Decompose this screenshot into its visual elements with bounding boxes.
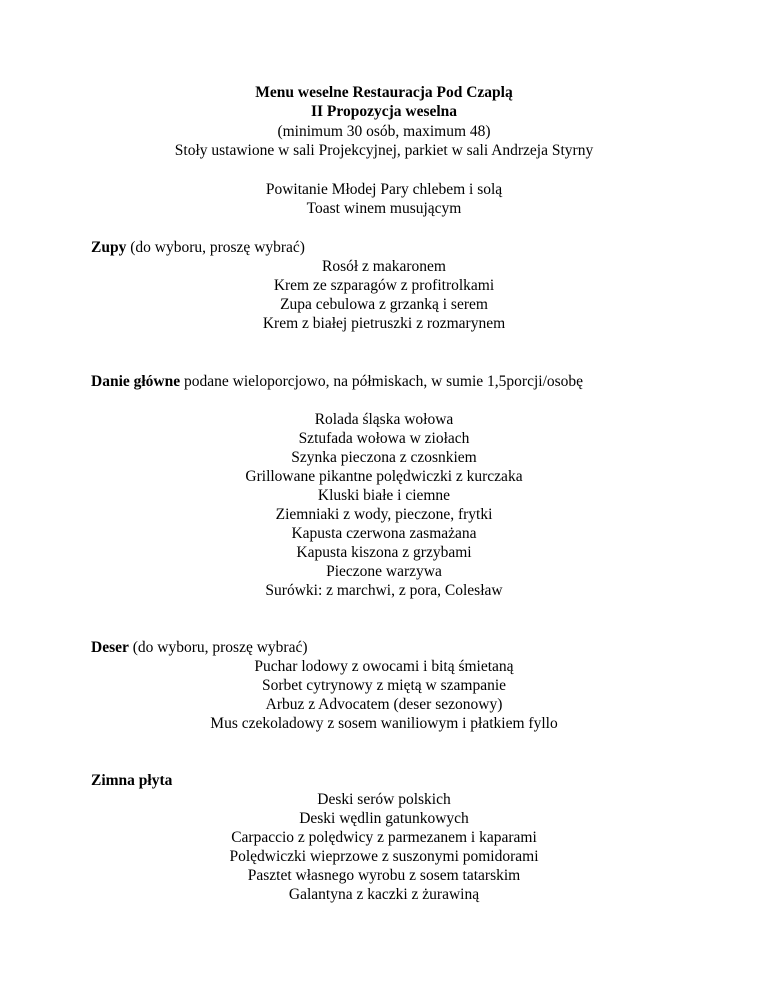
- menu-item: Deski serów polskich: [317, 791, 451, 808]
- menu-item: Mus czekoladowy z sosem waniliowym i płatkiem fyllo: [210, 715, 558, 732]
- table-arrangement: Stoły ustawione w sali Projekcyjnej, parkiet w sali Andrzeja Styrny: [174, 142, 594, 159]
- menu-item: Kapusta kiszona z grzybami: [296, 544, 472, 561]
- menu-item: Galantyna z kaczki z żurawiną: [288, 886, 480, 903]
- menu-item: Krem ze szparagów z profitrolkami: [273, 277, 495, 294]
- section-heading-dessert: Deser (do wyboru, proszę wybrać): [91, 639, 308, 656]
- menu-item: Grillowane pikantne polędwiczki z kurczaka: [245, 468, 523, 485]
- welcome-line: Powitanie Młodej Pary chlebem i solą: [265, 181, 503, 198]
- menu-item: Kluski białe i ciemne: [317, 487, 451, 504]
- menu-item: Zupa cebulowa z grzanką i serem: [280, 296, 488, 313]
- menu-item: Pieczone warzywa: [326, 563, 442, 580]
- menu-item: Surówki: z marchwi, z pora, Colesław: [265, 582, 503, 599]
- menu-item: Krem z białej pietruszki z rozmarynem: [262, 315, 506, 332]
- document-subtitle: II Propozycja weselna: [310, 103, 458, 120]
- section-heading-soups: Zupy (do wyboru, proszę wybrać): [91, 239, 305, 256]
- menu-item: Rolada śląska wołowa: [314, 411, 454, 428]
- menu-item: Pasztet własnego wyrobu z sosem tatarskim: [247, 867, 521, 884]
- section-heading-mains: Danie główne podane wieloporcjowo, na półmiskach, w sumie 1,5porcji/osobę: [91, 373, 584, 390]
- menu-item: Sorbet cytrynowy z miętą w szampanie: [261, 677, 507, 694]
- menu-item: Ziemniaki z wody, pieczone, frytki: [275, 506, 493, 523]
- menu-item: Polędwiczki wieprzowe z suszonymi pomidorami: [229, 848, 539, 865]
- menu-item: Rosół z makaronem: [322, 258, 446, 275]
- section-heading-cold: Zimna płyta: [91, 772, 173, 789]
- menu-item: Kapusta czerwona zasmażana: [291, 525, 477, 542]
- document-title: Menu weselne Restauracja Pod Czaplą: [255, 84, 513, 101]
- menu-item: Puchar lodowy z owocami i bitą śmietaną: [254, 658, 514, 675]
- menu-item: Deski wędlin gatunkowych: [299, 810, 469, 827]
- menu-item: Arbuz z Advocatem (deser sezonowy): [265, 696, 503, 713]
- guest-count: (minimum 30 osób, maximum 48): [277, 123, 491, 140]
- menu-item: Carpaccio z polędwicy z parmezanem i kaparami: [231, 829, 537, 846]
- welcome-line: Toast winem musującym: [306, 200, 462, 217]
- menu-item: Sztufada wołowa w ziołach: [298, 430, 470, 447]
- menu-item: Szynka pieczona z czosnkiem: [291, 449, 477, 466]
